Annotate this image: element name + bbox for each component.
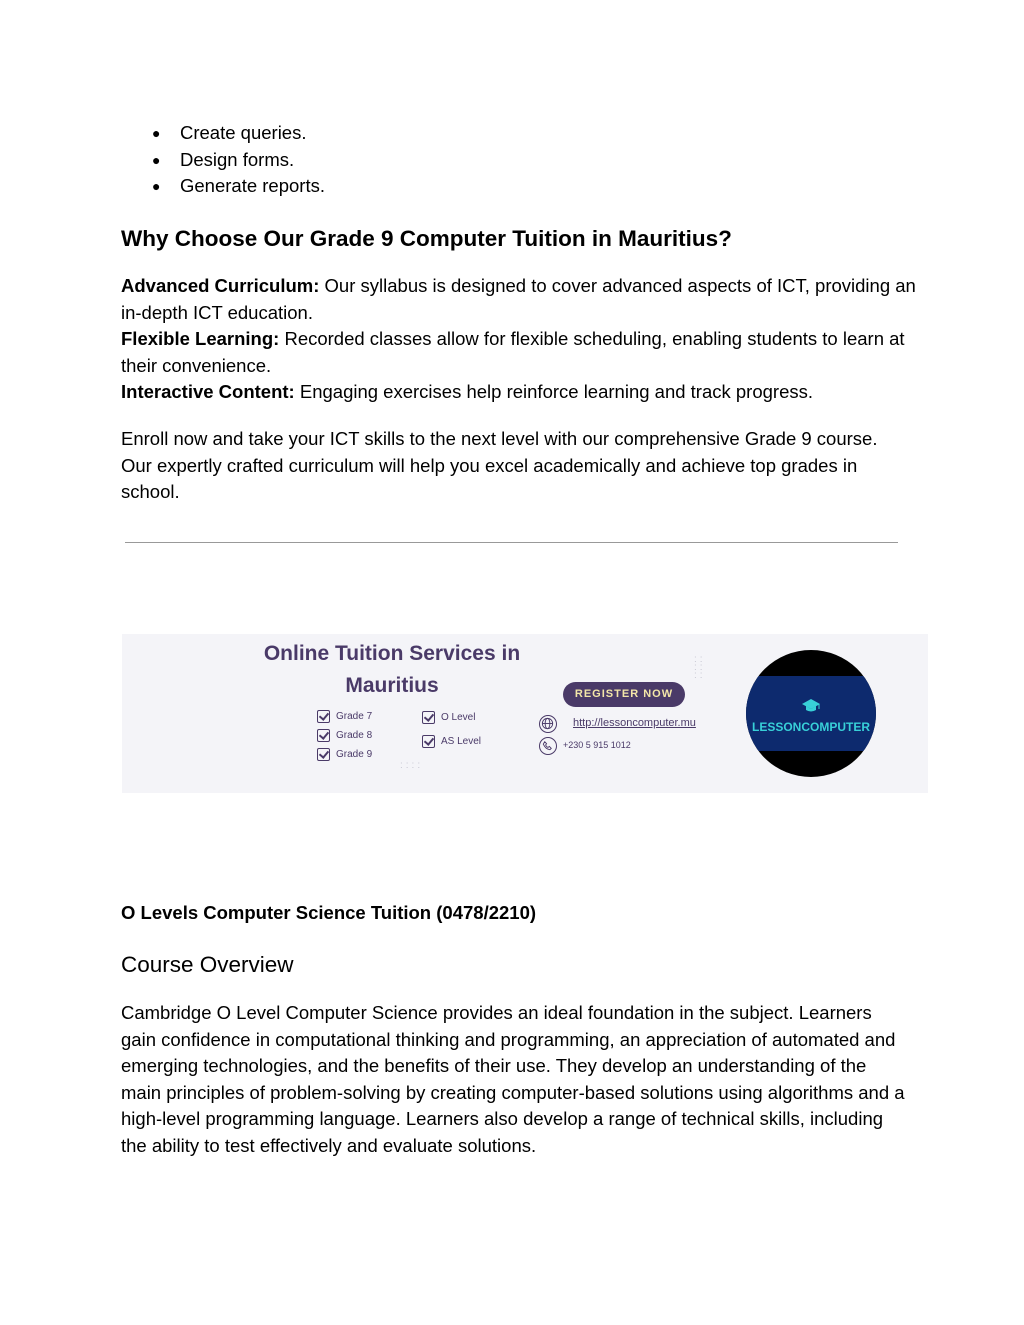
course-overview-heading: Course Overview — [121, 952, 294, 977]
o-level-heading: O Levels Computer Science Tuition (0478/2210) — [121, 902, 537, 923]
checkbox-icon — [422, 711, 435, 724]
register-now-button[interactable]: REGISTER NOW — [563, 682, 685, 707]
feature-bullet-list — [121, 120, 325, 200]
decorative-dots: :: :: :: — [694, 654, 706, 681]
checkbox-icon — [317, 729, 330, 742]
checkbox-icon — [422, 735, 435, 748]
grade-8-check: Grade 8 — [317, 729, 372, 742]
decorative-dots: :::: — [400, 760, 424, 771]
list-item: ● Create queries. — [121, 120, 325, 147]
banner-title-line2: Mauritius — [345, 674, 439, 697]
phone-icon — [539, 737, 557, 755]
website-link[interactable]: http://lessoncomputer.mu — [573, 717, 696, 729]
lessoncomputer-logo — [746, 650, 876, 777]
logo-text: LESSONCOMPUTER — [751, 720, 870, 734]
features-paragraph — [121, 273, 921, 406]
checkbox-icon — [317, 710, 330, 723]
list-item: ● Design forms. — [121, 147, 325, 174]
feature-text: Our syllabus is designed to cover advanced aspects of ICT, providing an in-depth ICT education. — [121, 275, 916, 323]
graduation-cap-icon — [801, 698, 821, 716]
feature-label: Advanced Curriculum: — [121, 275, 320, 296]
as-level-check: AS Level — [422, 735, 481, 748]
phone-number: +230 5 915 1012 — [563, 740, 631, 750]
feature-label: Flexible Learning: — [121, 328, 280, 350]
feature-text: Recorded classes allow for flexible scheduling, enabling students to learn at their convenience. — [121, 328, 905, 376]
banner-title-line1: Online Tuition Services in — [263, 642, 521, 665]
checkbox-icon — [317, 748, 330, 761]
grade-9-check: Grade 9 — [317, 748, 372, 761]
grade-7-check: Grade 7 — [317, 710, 372, 723]
o-level-check: O Level — [422, 711, 475, 724]
list-item: ● Generate reports. — [121, 173, 325, 200]
horizontal-divider — [125, 542, 898, 543]
tuition-banner[interactable] — [122, 634, 928, 793]
enroll-paragraph: Enroll now and take your ICT skills to the next level with our comprehensive Grade 9 course. Our expertly crafted curriculum will help you excel academically and achieve top grades in school. — [121, 428, 878, 503]
why-choose-heading: Why Choose Our Grade 9 Computer Tuition in Mauritius? — [121, 226, 732, 251]
globe-icon — [539, 715, 557, 733]
overview-paragraph: Cambridge O Level Computer Science provides an ideal foundation in the subject. Learners gain confidence in computational thinking and programming, an appreciation of automated and emerging technologies, and the benefits of their use. They develop an understanding of the main principles of problem-solving by creating computer-based solutions using algorithms and a high-level programming language. Learners also develop a range of technical skills, including the ability to test effectively and evaluate solutions. — [121, 1002, 905, 1156]
feature-text: Engaging exercises help reinforce learning and track progress. — [294, 381, 814, 403]
feature-label: Interactive Content: — [121, 381, 295, 403]
